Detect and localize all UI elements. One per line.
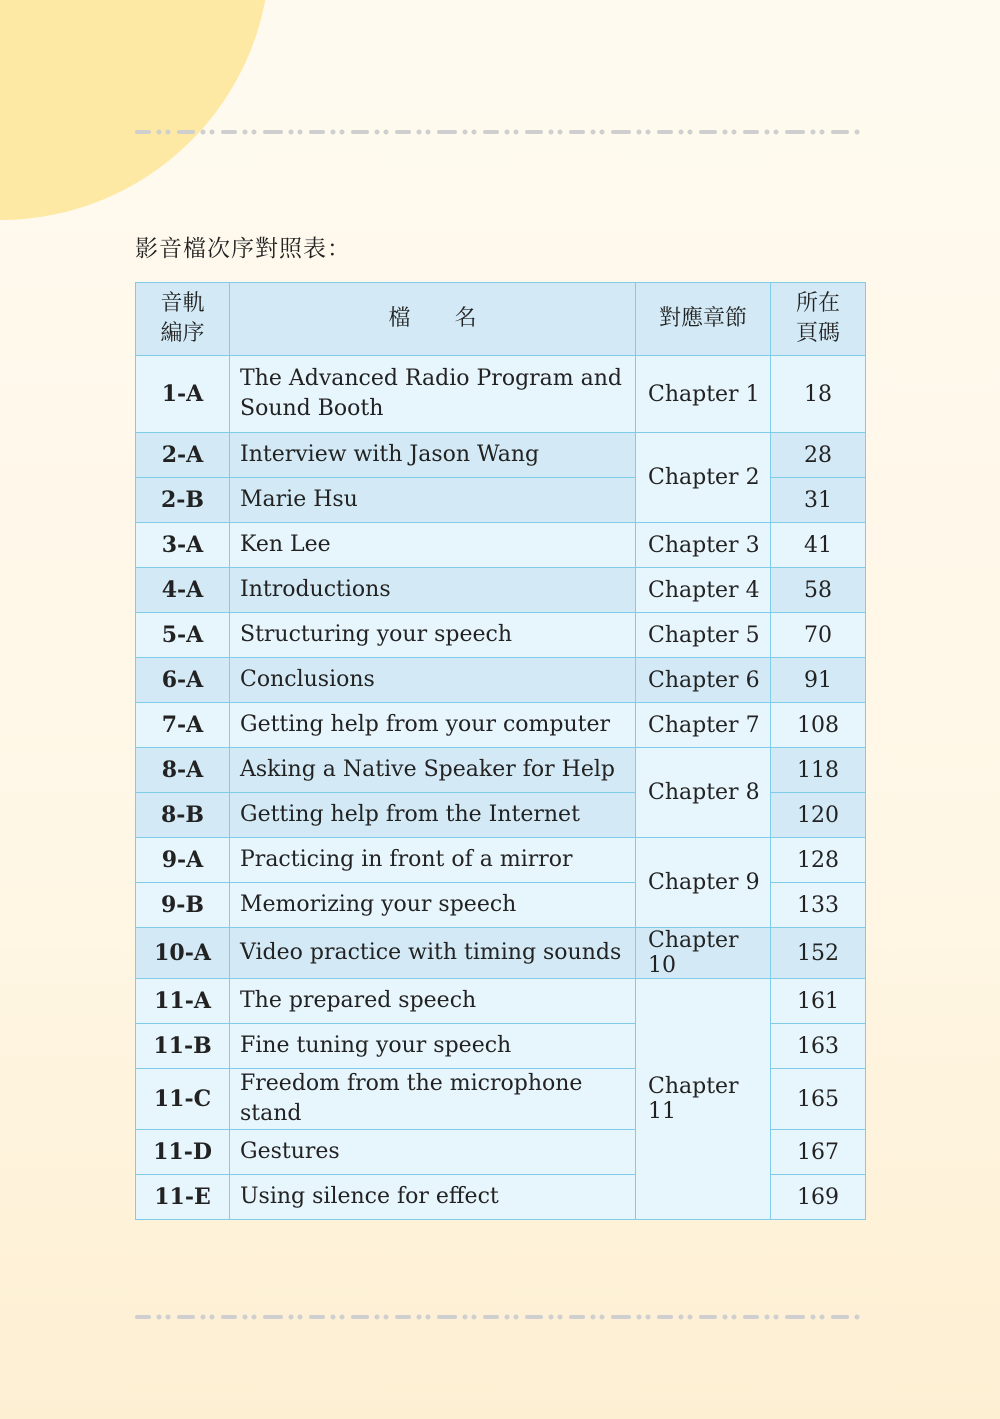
top-dotted-divider: [135, 128, 865, 136]
header-page-line1: 所在: [795, 291, 840, 316]
chapter-cell: Chapter 3: [636, 523, 771, 568]
track-index-table: [135, 282, 866, 1220]
page-cell: 108: [771, 703, 866, 748]
page-cell: 118: [771, 748, 866, 793]
header-page-line2: 頁碼: [795, 321, 840, 346]
track-cell: 5-A: [136, 613, 230, 658]
track-cell: 9-A: [136, 838, 230, 883]
track-cell: 10-A: [136, 928, 230, 979]
page-cell: 120: [771, 793, 866, 838]
chapter-cell: Chapter 6: [636, 658, 771, 703]
page-cell: 41: [771, 523, 866, 568]
name-cell: Getting help from your computer: [230, 703, 636, 748]
table-row: [136, 568, 866, 613]
table-row: [136, 613, 866, 658]
header-track-line1: 音軌: [160, 291, 205, 316]
table-row: [136, 523, 866, 568]
track-cell: 7-A: [136, 703, 230, 748]
name-cell: Ken Lee: [230, 523, 636, 568]
chapter-cell: Chapter 2: [636, 433, 771, 523]
track-cell: 11-D: [136, 1130, 230, 1175]
track-cell: 4-A: [136, 568, 230, 613]
page-cell: 163: [771, 1024, 866, 1069]
page-cell: 169: [771, 1175, 866, 1220]
track-cell: 1-A: [136, 356, 230, 433]
page-cell: 165: [771, 1069, 866, 1130]
track-cell: 8-A: [136, 748, 230, 793]
chapter-cell: Chapter 7: [636, 703, 771, 748]
name-cell: Fine tuning your speech: [230, 1024, 636, 1069]
page-cell: 161: [771, 979, 866, 1024]
name-cell: Using silence for effect: [230, 1175, 636, 1220]
chapter-cell: Chapter 8: [636, 748, 771, 838]
name-cell: Video practice with timing sounds: [230, 928, 636, 979]
page-cell: 133: [771, 883, 866, 928]
page-cell: 152: [771, 928, 866, 979]
page-cell: 58: [771, 568, 866, 613]
header-track-line2: 編序: [160, 321, 205, 346]
page-cell: 28: [771, 433, 866, 478]
chapter-cell: Chapter 11: [636, 979, 771, 1220]
name-cell: The Advanced Radio Program and Sound Booth: [230, 356, 636, 433]
name-cell: Getting help from the Internet: [230, 793, 636, 838]
name-cell: Structuring your speech: [230, 613, 636, 658]
table-row: [136, 703, 866, 748]
name-cell: Asking a Native Speaker for Help: [230, 748, 636, 793]
name-cell: Interview with Jason Wang: [230, 433, 636, 478]
page-cell: 31: [771, 478, 866, 523]
header-chapter: 對應章節: [636, 283, 771, 356]
page-heading: 影音檔次序對照表：: [135, 236, 351, 262]
track-cell: 11-C: [136, 1069, 230, 1130]
table-row: [136, 838, 866, 883]
track-cell: 11-E: [136, 1175, 230, 1220]
table-header-row: [136, 283, 866, 356]
table-row: [136, 433, 866, 478]
table-row: [136, 658, 866, 703]
track-cell: 6-A: [136, 658, 230, 703]
page-cell: 18: [771, 356, 866, 433]
page-cell: 167: [771, 1130, 866, 1175]
table-row: [136, 356, 866, 433]
decorative-sun-circle: [0, 0, 270, 220]
header-name: 檔 名: [230, 283, 636, 356]
header-page: [771, 283, 866, 356]
name-cell: Introductions: [230, 568, 636, 613]
table-row: [136, 748, 866, 793]
track-cell: 9-B: [136, 883, 230, 928]
table-row: [136, 979, 866, 1024]
name-cell: Freedom from the microphone stand: [230, 1069, 636, 1130]
track-cell: 3-A: [136, 523, 230, 568]
track-cell: 2-A: [136, 433, 230, 478]
track-cell: 11-A: [136, 979, 230, 1024]
name-cell: Marie Hsu: [230, 478, 636, 523]
name-cell: Conclusions: [230, 658, 636, 703]
page-cell: 91: [771, 658, 866, 703]
name-cell: Gestures: [230, 1130, 636, 1175]
chapter-cell: Chapter 5: [636, 613, 771, 658]
page-cell: 70: [771, 613, 866, 658]
name-cell: The prepared speech: [230, 979, 636, 1024]
chapter-cell: Chapter 4: [636, 568, 771, 613]
name-cell: Practicing in front of a mirror: [230, 838, 636, 883]
track-cell: 11-B: [136, 1024, 230, 1069]
name-cell: Memorizing your speech: [230, 883, 636, 928]
track-cell: 8-B: [136, 793, 230, 838]
chapter-cell: Chapter 1: [636, 356, 771, 433]
chapter-cell: Chapter 10: [636, 928, 771, 979]
bottom-dotted-divider: [135, 1313, 865, 1321]
chapter-cell: Chapter 9: [636, 838, 771, 928]
table-row: [136, 928, 866, 979]
track-cell: 2-B: [136, 478, 230, 523]
page-cell: 128: [771, 838, 866, 883]
header-track: [136, 283, 230, 356]
